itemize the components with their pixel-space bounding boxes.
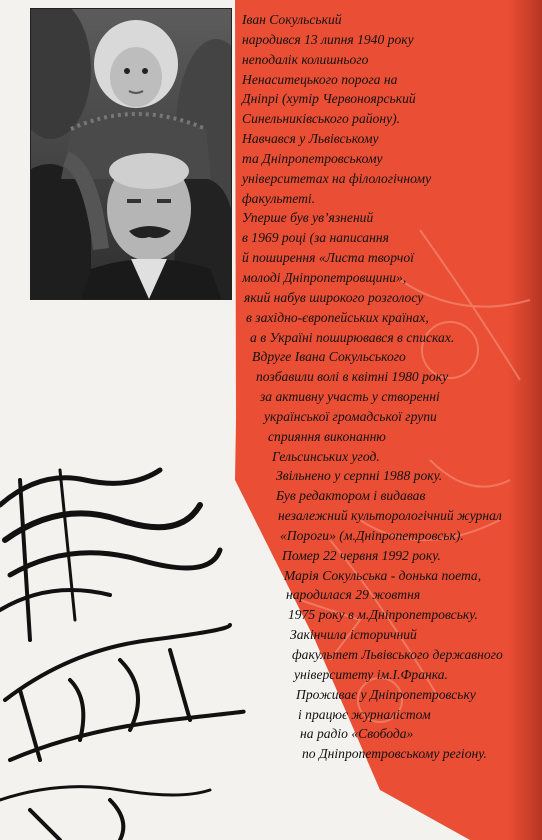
biography-text: [232, 10, 528, 764]
bio-line: незалежний культорологічний журнал: [278, 508, 502, 524]
bio-line: за активну участь у створенні: [260, 389, 440, 405]
bio-line: на радіо «Свобода»: [300, 726, 414, 742]
bio-line: Гельсинських угод.: [272, 448, 380, 464]
bio-line: Дніпрі (хутір Червоноярський: [242, 91, 416, 107]
bio-line: Помер 22 червня 1992 року.: [282, 547, 441, 563]
bio-line: університету ім.І.Франка.: [294, 666, 448, 682]
bio-line: Уперше був ув’язнений: [242, 210, 374, 226]
bio-line: позбавили волі в квітні 1980 року: [256, 369, 449, 385]
bio-line: Вдруге Івана Сокульського: [252, 349, 406, 365]
bio-line: Закінчила історичний: [290, 627, 417, 643]
bio-line: в 1969 році (за написання: [242, 230, 389, 246]
bio-line: в західно-європейських країнах,: [246, 309, 429, 325]
bio-line: народився 13 липня 1940 року: [242, 31, 414, 47]
bio-line: який набув широкого розголосу: [244, 289, 424, 305]
bio-line: Марія Сокульська - донька поета,: [284, 567, 482, 583]
bio-line: та Дніпропетровському: [242, 150, 383, 166]
bio-line: «Пороги» (м.Дніпропетровськ).: [280, 527, 464, 543]
bio-line: Іван Сокульський: [242, 12, 342, 27]
bio-line: народилася 29 жовтня: [286, 587, 421, 603]
bio-line: факультет Львівського державного: [292, 647, 503, 662]
author-photo: [30, 8, 232, 300]
bio-line: Синельниківського району).: [242, 111, 401, 127]
bio-line: університетах на філологічному: [242, 170, 432, 186]
bio-line: української громадської групи: [264, 408, 437, 424]
bio-line: Ненаситецького порога на: [242, 71, 398, 87]
bio-line: Проживає у Дніпропетровську: [296, 686, 476, 702]
bio-line: факультеті.: [242, 190, 316, 206]
bio-line: молоді Дніпропетровщини»,: [242, 269, 407, 285]
bio-line: по Дніпропетровському регіону.: [302, 746, 487, 762]
bio-line: і працює журналістом: [298, 706, 431, 722]
bio-line: Навчався у Львівському: [242, 131, 379, 147]
bio-line: Звільнено у серпні 1988 року.: [276, 468, 443, 484]
bio-line: й поширення «Листа творчої: [242, 250, 414, 266]
bio-line: а в Україні поширювався в списках.: [250, 329, 455, 345]
bio-line: Був редактором і видавав: [276, 488, 426, 504]
bio-line: неподалік колишнього: [242, 51, 369, 67]
bio-line: сприяння виконанню: [268, 428, 386, 444]
bio-line: 1975 року в м.Дніпропетровську.: [288, 607, 478, 623]
